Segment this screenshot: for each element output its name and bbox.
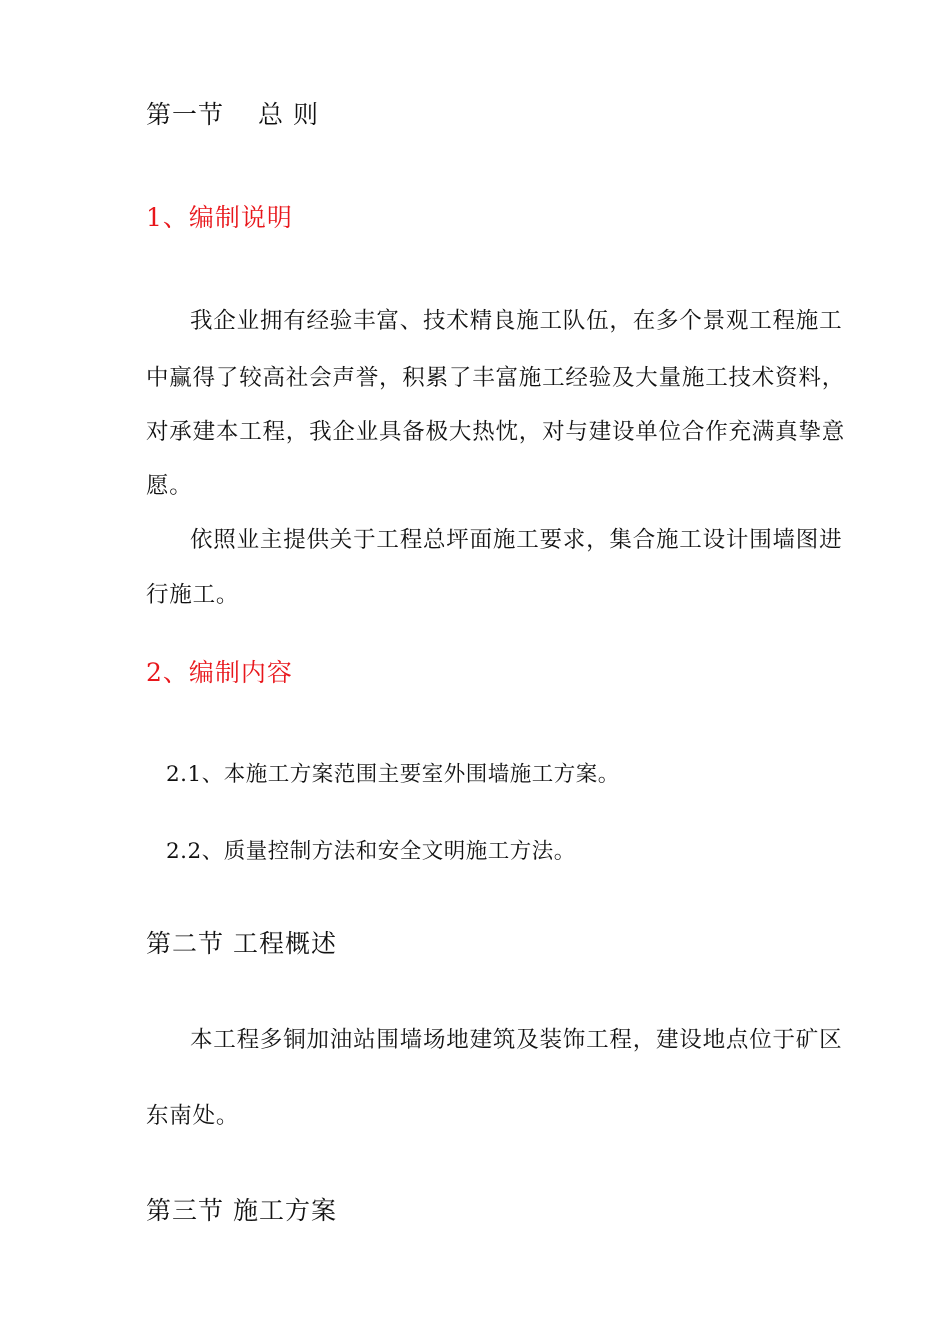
paragraph-2-line-1: 依照业主提供关于工程总坪面施工要求，集合施工设计围墙图进 <box>190 527 843 553</box>
paragraph-2-line-2: 行施工。 <box>146 582 240 608</box>
paragraph-1-line-4: 愿。 <box>146 473 193 499</box>
paragraph-1-line-1: 我企业拥有经验丰富、技术精良施工队伍，在多个景观工程施工 <box>190 308 843 334</box>
section-2-heading: 第二节 工程概述 <box>146 929 337 958</box>
paragraph-1-line-3: 对承建本工程，我企业具备极大热忱，对与建设单位合作充满真挚意 <box>146 419 846 445</box>
section-1-title: 总 则 <box>258 100 319 129</box>
paragraph-1-line-2: 中赢得了较高社会声誉，积累了丰富施工经验及大量施工技术资料， <box>146 365 846 391</box>
section-1-label: 第一节 <box>146 100 225 129</box>
paragraph-3-line-1: 本工程多铜加油站围墙场地建筑及装饰工程，建设地点位于矿区 <box>190 1027 843 1053</box>
subheading-compile-explanation: 1、编制说明 <box>146 203 293 232</box>
subheading-compile-content: 2、编制内容 <box>146 658 293 687</box>
list-item-2-1: 2.1、本施工方案范围主要室外围墙施工方案。 <box>166 762 620 787</box>
section-1-heading <box>146 99 319 131</box>
paragraph-3-line-2: 东南处。 <box>146 1103 240 1129</box>
section-3-heading: 第三节 施工方案 <box>146 1196 337 1225</box>
list-item-2-2: 2.2、质量控制方法和安全文明施工方法。 <box>166 839 576 864</box>
